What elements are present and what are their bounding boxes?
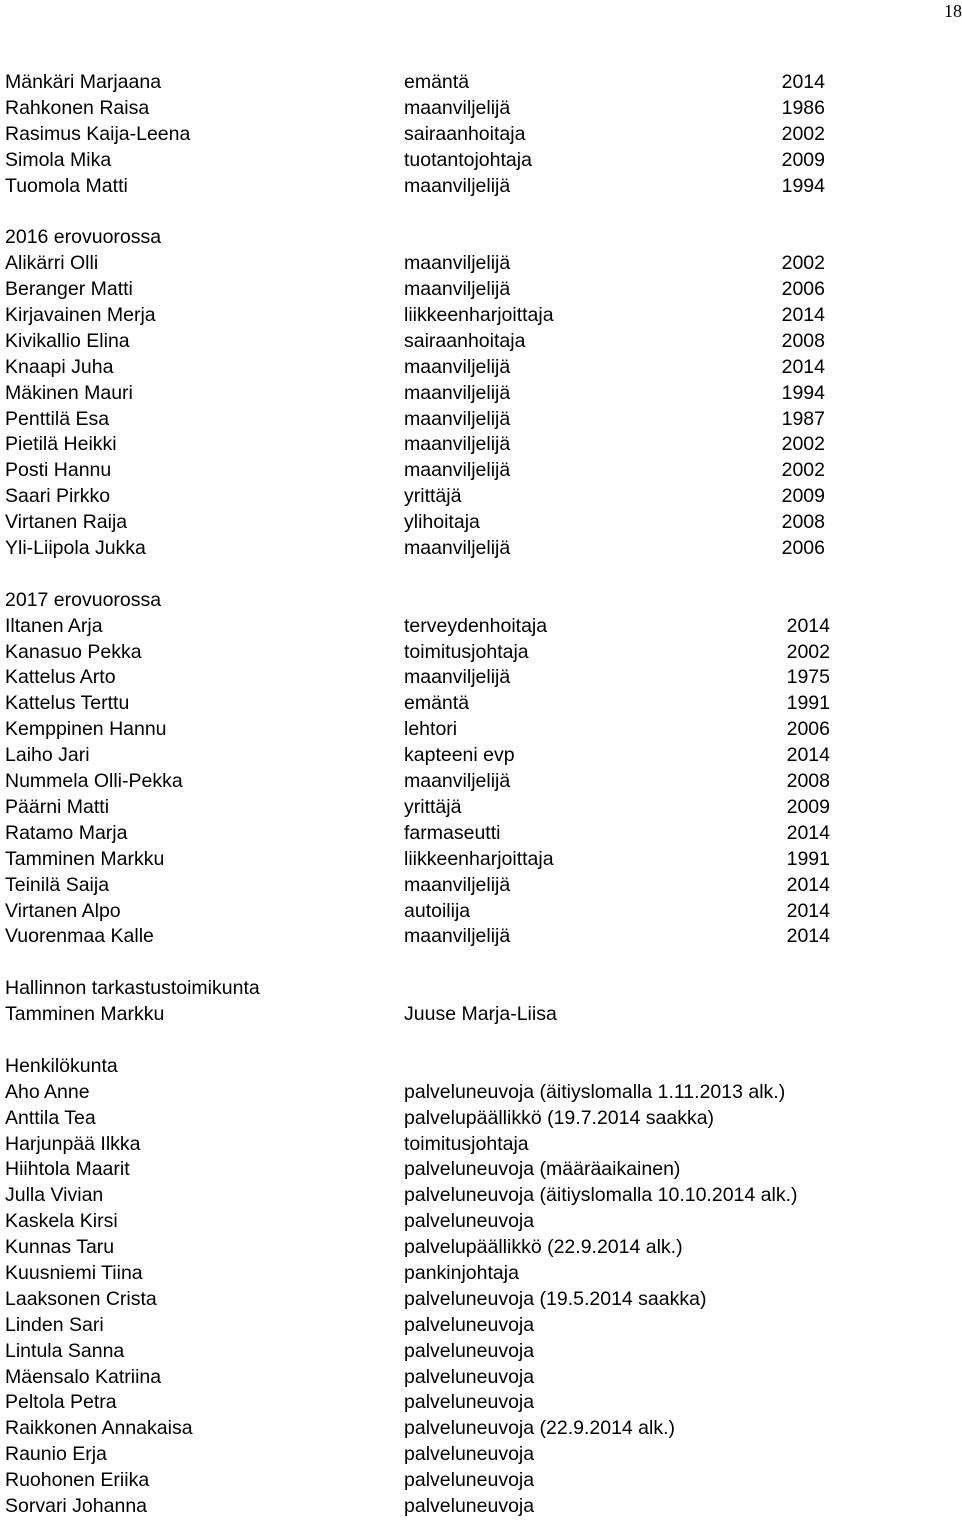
member-name: Päärni Matti [5,795,110,818]
occupation: sairaanhoitaja [404,329,526,352]
member-name: Rasimus Kaija-Leena [5,122,191,145]
list-item [5,303,955,329]
member-name: Virtanen Alpo [5,899,121,922]
year: 2006 [781,537,825,560]
member-name: Vuorenmaa Kalle [5,925,154,948]
member-name: Juuse Marja-Liisa [404,1003,557,1026]
occupation: emäntä [404,692,470,715]
list-item [5,1416,955,1442]
list-item [5,148,955,174]
list-item [5,484,955,510]
year: 2006 [786,718,830,741]
staff-role: palveluneuvoja [404,1469,535,1492]
year: 2002 [781,459,825,482]
staff-name: Kuusniemi Tiina [5,1261,143,1284]
audit-committee [5,976,955,1028]
staff-name: Mäensalo Katriina [5,1365,162,1388]
year: 2014 [786,821,830,844]
staff-role: palveluneuvoja [404,1339,535,1362]
staff-role: palveluneuvoja (äitiyslomalla 1.11.2013 alk.) [404,1080,786,1103]
list-item [5,640,955,666]
year: 2014 [786,925,830,948]
occupation: maanviljelijä [404,925,511,948]
list-item [5,251,955,277]
occupation: maanviljelijä [404,459,511,482]
spacer [5,199,955,225]
staff-name: Kaskela Kirsi [5,1210,118,1233]
heading-text: Henkilökunta [5,1054,118,1077]
heading-text: Hallinnon tarkastustoimikunta [5,977,260,1000]
occupation: maanviljelijä [404,873,511,896]
member-name: Yli-Liipola Jukka [5,537,146,560]
member-name: Saari Pirkko [5,485,111,508]
member-name: Kemppinen Hannu [5,718,167,741]
year: 1994 [781,381,825,404]
staff-role: palveluneuvoja [404,1313,535,1336]
year: 2008 [781,511,825,534]
list-item [5,821,955,847]
staff-name: Laaksonen Crista [5,1287,157,1310]
section-heading [5,976,955,1002]
section-heading [5,1054,955,1080]
occupation: autoilija [404,899,471,922]
list-item [5,1390,955,1416]
list-item [5,355,955,381]
year: 2009 [781,148,825,171]
member-name: Penttilä Esa [5,407,110,430]
member-name: Iltanen Arja [5,614,103,637]
page-number: 18 [944,1,962,21]
section-heading [5,225,955,251]
list-item [5,769,955,795]
occupation: toimitusjohtaja [404,640,529,663]
member-name: Teinilä Saija [5,873,110,896]
occupation: sairaanhoitaja [404,122,526,145]
staff-name: Raunio Erja [5,1443,107,1466]
member-name: Laiho Jari [5,744,90,767]
occupation: yrittäjä [404,795,462,818]
staff-role: palvelupäällikkö (22.9.2014 alk.) [404,1236,683,1259]
list-item [5,1365,955,1391]
staff-name: Peltola Petra [5,1391,117,1414]
staff-list [5,1054,955,1520]
list-item [5,1468,955,1494]
list-item [5,174,955,200]
occupation: maanviljelijä [404,433,511,456]
year: 1994 [781,174,825,197]
list-item [5,1209,955,1235]
occupation: maanviljelijä [404,278,511,301]
staff-name: Hiihtola Maarit [5,1158,130,1181]
staff-name: Lintula Sanna [5,1339,125,1362]
member-name: Tamminen Markku [5,847,165,870]
staff-name: Linden Sari [5,1313,104,1336]
list-item [5,665,955,691]
member-name: Posti Hannu [5,459,112,482]
year: 2002 [781,252,825,275]
continued-member-list [5,70,955,199]
list-item [5,873,955,899]
year: 2002 [786,640,830,663]
member-name: Kivikallio Elina [5,329,130,352]
list-item [5,407,955,433]
occupation: liikkeenharjoittaja [404,847,554,870]
section-heading [5,588,955,614]
occupation: maanviljelijä [404,666,511,689]
list-item [5,329,955,355]
member-name: Kattelus Terttu [5,692,130,715]
list-item [5,1235,955,1261]
member-name: Knaapi Juha [5,355,114,378]
staff-name: Harjunpää Ilkka [5,1132,141,1155]
list-item [5,691,955,717]
year: 1991 [786,692,830,715]
list-item [5,743,955,769]
list-item [5,1261,955,1287]
member-name: Kanasuo Pekka [5,640,142,663]
list-item [5,614,955,640]
year: 1986 [781,96,825,119]
year: 2014 [781,304,825,327]
heading-text: 2016 erovuorossa [5,226,162,249]
member-name: Tuomola Matti [5,174,128,197]
list-item [5,277,955,303]
list-item [5,899,955,925]
staff-role: palveluneuvoja (22.9.2014 alk.) [404,1417,676,1440]
member-name: Kirjavainen Merja [5,304,156,327]
staff-name: Anttila Tea [5,1106,96,1129]
occupation: maanviljelijä [404,174,511,197]
member-name: Pietilä Heikki [5,433,117,456]
member-name: Kattelus Arto [5,666,116,689]
year: 2009 [781,485,825,508]
occupation: maanviljelijä [404,355,511,378]
staff-role: palveluneuvoja [404,1365,535,1388]
list-item [5,1106,955,1132]
list-item [5,1313,955,1339]
heading-text: 2017 erovuorossa [5,588,162,611]
year: 2008 [781,329,825,352]
list-item [5,1132,955,1158]
year: 1987 [781,407,825,430]
occupation: farmaseutti [404,821,501,844]
staff-role: palveluneuvoja (äitiyslomalla 10.10.2014 alk.) [404,1184,798,1207]
staff-name: Raikkonen Annakaisa [5,1417,193,1440]
list-item [5,458,955,484]
document-body [5,70,955,1520]
list-item [5,795,955,821]
occupation: ylihoitaja [404,511,480,534]
list-item [5,122,955,148]
list-item [5,70,955,96]
member-name: Nummela Olli-Pekka [5,770,183,793]
member-name: Virtanen Raija [5,511,128,534]
staff-name: Sorvari Johanna [5,1494,148,1517]
list-item [5,96,955,122]
staff-name: Ruohonen Eriika [5,1469,150,1492]
occupation: maanviljelijä [404,252,511,275]
year: 1991 [786,847,830,870]
spacer [5,950,955,976]
year: 2002 [781,122,825,145]
year: 2014 [786,873,830,896]
list-item [5,1080,955,1106]
occupation: yrittäjä [404,485,462,508]
list-item [5,432,955,458]
occupation: maanviljelijä [404,537,511,560]
list-item [5,1494,955,1520]
list-item [5,1339,955,1365]
occupation: liikkeenharjoittaja [404,304,554,327]
year: 2014 [786,899,830,922]
list-item [5,510,955,536]
occupation: maanviljelijä [404,407,511,430]
occupation: maanviljelijä [404,381,511,404]
occupation: emäntä [404,71,470,93]
year: 2006 [781,278,825,301]
list-item [5,924,955,950]
occupation: lehtori [404,718,458,741]
spacer [5,1028,955,1054]
list-item [5,536,955,562]
group-2016 [5,225,955,562]
spacer [5,562,955,588]
list-item [5,1287,955,1313]
staff-name: Aho Anne [5,1080,90,1103]
list-item [5,1002,955,1028]
list-item [5,1442,955,1468]
year: 2014 [781,355,825,378]
member-name: Rahkonen Raisa [5,96,150,119]
staff-role: palveluneuvoja (19.5.2014 saakka) [404,1287,707,1310]
year: 2002 [781,433,825,456]
member-name: Alikärri Olli [5,252,99,275]
staff-role: palveluneuvoja [404,1210,535,1233]
staff-role: pankinjohtaja [404,1261,519,1284]
occupation: terveydenhoitaja [404,614,548,637]
year: 2008 [786,770,830,793]
list-item [5,847,955,873]
staff-role: palveluneuvoja [404,1391,535,1414]
occupation: tuotantojohtaja [404,148,532,171]
occupation: maanviljelijä [404,770,511,793]
member-name: Ratamo Marja [5,821,128,844]
member-name: Mäkinen Mauri [5,381,133,404]
list-item [5,1157,955,1183]
staff-role: palveluneuvoja (määräaikainen) [404,1158,681,1181]
year: 2009 [786,795,830,818]
year: 1975 [786,666,830,689]
staff-role: toimitusjohtaja [404,1132,529,1155]
year: 2014 [786,614,830,637]
staff-role: palveluneuvoja [404,1494,535,1517]
list-item [5,1183,955,1209]
occupation: kapteeni evp [404,744,515,767]
year: 2014 [786,744,830,767]
staff-name: Julla Vivian [5,1184,104,1207]
member-name: Mänkäri Marjaana [5,71,162,93]
list-item [5,381,955,407]
staff-role: palvelupäällikkö (19.7.2014 saakka) [404,1106,715,1129]
staff-role: palveluneuvoja [404,1443,535,1466]
year: 2014 [781,71,825,93]
list-item [5,717,955,743]
occupation: maanviljelijä [404,96,511,119]
member-name: Simola Mika [5,148,112,171]
member-name: Beranger Matti [5,278,133,301]
staff-name: Kunnas Taru [5,1236,115,1259]
member-name: Tamminen Markku [5,1003,165,1026]
group-2017 [5,588,955,950]
